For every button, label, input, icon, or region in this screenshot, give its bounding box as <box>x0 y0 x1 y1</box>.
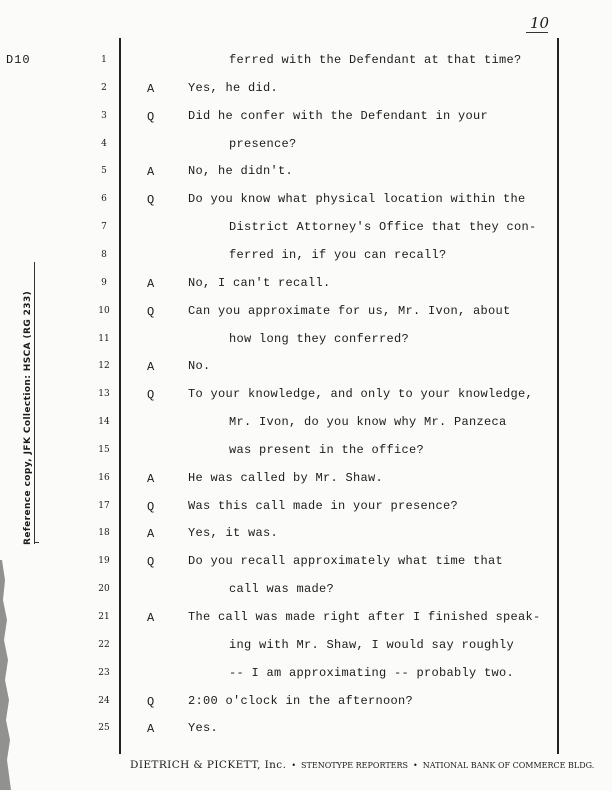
transcript-line: Do you recall approximately what time that <box>188 554 504 569</box>
line-number: 24 <box>98 695 110 706</box>
answer-marker: A <box>147 81 155 96</box>
answer-marker: A <box>147 527 155 542</box>
transcript-line: Was this call made in your presence? <box>188 498 459 513</box>
transcript-line: presence? <box>229 136 297 151</box>
transcript-line: Yes, he did. <box>188 80 279 95</box>
line-number: 17 <box>98 500 110 511</box>
page-number <box>530 14 549 32</box>
transcript-line: was present in the office? <box>229 442 425 457</box>
transcript-line: Can you approximate for us, Mr. Ivon, about <box>188 303 511 318</box>
line-number: 12 <box>98 361 110 372</box>
answer-marker: A <box>147 722 155 737</box>
line-number: 14 <box>98 417 110 428</box>
line-number: 25 <box>98 723 110 734</box>
line-number: 2 <box>101 82 107 93</box>
line-number: 20 <box>98 584 110 595</box>
transcript-line: No, I can't recall. <box>188 275 331 290</box>
question-marker: Q <box>147 304 155 319</box>
answer-marker: A <box>147 165 155 180</box>
answer-marker: A <box>147 471 155 486</box>
transcript-line: The call was made right after I finished speak- <box>188 610 541 624</box>
archive-stamp: Reference copy, JFK Collection: HSCA (RG 233) <box>23 290 33 545</box>
answer-marker: A <box>147 276 155 291</box>
line-number: 19 <box>98 556 110 567</box>
line-number: 1 <box>101 55 107 65</box>
stamp-bracket-foot <box>35 542 39 543</box>
question-marker: Q <box>147 193 155 208</box>
line-number: 10 <box>98 305 110 316</box>
transcript-line: Yes. <box>188 721 219 736</box>
line-number: 16 <box>98 472 110 483</box>
line-number: 22 <box>98 639 110 650</box>
footer-separator: • <box>291 761 297 770</box>
transcript-line: District Attorney's Office that they con- <box>229 220 537 235</box>
line-number: 9 <box>101 277 107 288</box>
line-number: 11 <box>98 333 110 344</box>
transcript-line: call was made? <box>229 582 335 597</box>
question-marker: Q <box>147 694 155 709</box>
transcript-line: No, he didn't. <box>188 164 294 179</box>
transcript-line: ferred in, if you can recall? <box>229 247 447 262</box>
line-number: 6 <box>101 194 107 205</box>
footer-reporters: STENOTYPE REPORTERS <box>301 761 409 770</box>
line-number: 7 <box>101 222 107 233</box>
transcript-line: Do you know what physical location within the <box>188 192 526 207</box>
scan-edge-noise <box>0 560 14 790</box>
question-marker: Q <box>147 499 155 514</box>
line-number: 18 <box>98 528 110 539</box>
answer-marker: A <box>147 360 155 375</box>
transcript-line: No. <box>188 359 211 374</box>
footer <box>130 759 594 771</box>
transcript-line: To your knowledge, and only to your knowledge, <box>188 387 534 402</box>
transcript-line: Yes, it was. <box>188 526 279 541</box>
answer-marker: A <box>147 611 155 625</box>
transcript-line: Mr. Ivon, do you know why Mr. Panzeca <box>229 415 507 430</box>
line-number: 5 <box>101 166 107 177</box>
question-marker: Q <box>147 109 155 124</box>
transcript-line: He was called by Mr. Shaw. <box>188 470 384 485</box>
line-number: 13 <box>98 389 110 400</box>
transcript-line: -- I am approximating -- probably two. <box>229 665 515 680</box>
line-number: 3 <box>101 110 107 121</box>
transcript-line: ferred with the Defendant at that time? <box>229 53 522 67</box>
line-number: 4 <box>101 138 107 149</box>
transcript-line: 2:00 o'clock in the afternoon? <box>188 693 414 708</box>
line-number: 23 <box>98 667 110 678</box>
footer-firm: DIETRICH & PICKETT, Inc. <box>130 759 287 771</box>
footer-separator: • <box>413 761 418 770</box>
line-number: 21 <box>98 612 110 622</box>
transcript-line: how long they conferred? <box>229 331 410 346</box>
line-number: 15 <box>98 444 110 455</box>
page-number-text: 10 <box>530 14 550 32</box>
footer-address: NATIONAL BANK OF COMMERCE BLDG. <box>422 761 595 770</box>
question-marker: Q <box>147 555 155 570</box>
line-number: 8 <box>101 249 107 260</box>
transcript-line: ing with Mr. Shaw, I would say roughly <box>229 637 515 652</box>
transcript-line: Did he confer with the Defendant in your <box>188 108 489 123</box>
page-number-underline <box>526 32 548 33</box>
stamp-bracket <box>34 262 35 544</box>
document-id: D10 <box>6 53 31 67</box>
question-marker: Q <box>147 388 155 403</box>
